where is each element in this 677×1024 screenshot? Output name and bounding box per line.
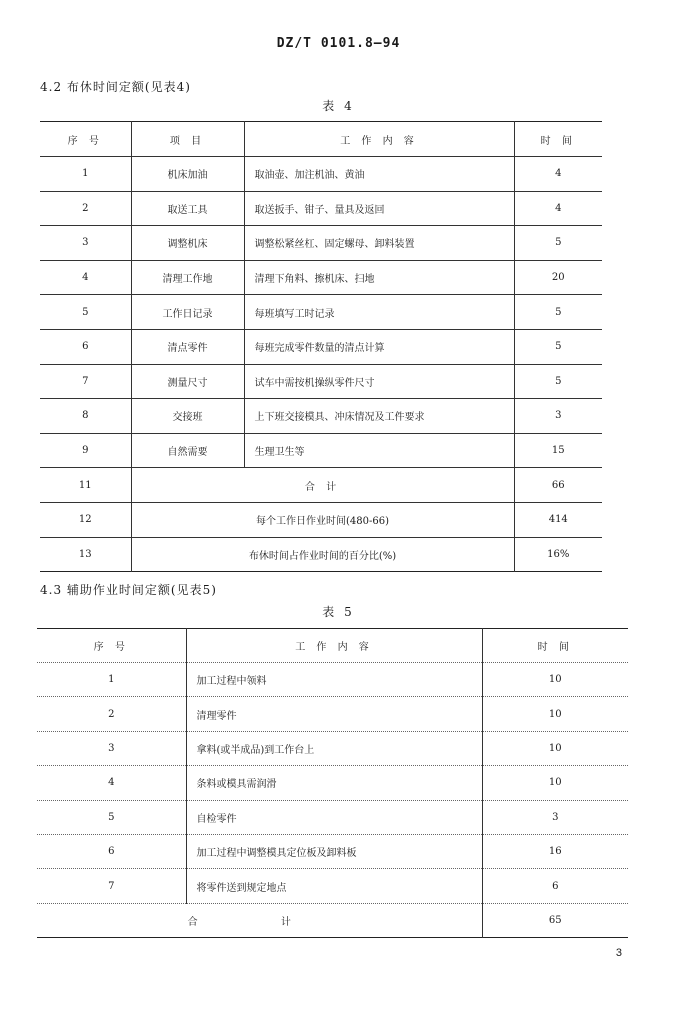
table-row — [37, 869, 628, 903]
summary-label: 合 计 — [131, 468, 514, 503]
row-content: 每班完成零件数量的清点计算 — [244, 329, 514, 364]
table-header-row — [37, 629, 628, 663]
row-time: 66 — [514, 468, 602, 503]
row-time: 3 — [514, 399, 602, 434]
table-row — [37, 663, 628, 697]
row-content: 清理零件 — [186, 697, 482, 731]
row-number: 7 — [37, 869, 186, 903]
table-row — [40, 295, 602, 330]
row-time: 3 — [482, 800, 628, 834]
column-header: 序 号 — [93, 642, 129, 653]
column-header: 工 作 内 容 — [244, 122, 514, 157]
row-item: 机床加油 — [131, 157, 244, 192]
row-number: 6 — [37, 834, 186, 868]
row-number: 6 — [40, 329, 131, 364]
row-time: 5 — [514, 329, 602, 364]
row-time: 10 — [482, 663, 628, 697]
column-header: 工 作 内 容 — [186, 629, 482, 663]
table-4 — [40, 121, 602, 572]
row-time: 414 — [514, 502, 602, 537]
row-time: 16 — [482, 834, 628, 868]
row-content: 清理下角料、擦机床、扫地 — [244, 260, 514, 295]
row-item: 清理工作地 — [131, 260, 244, 295]
table-row — [40, 433, 602, 468]
row-item: 自然需要 — [131, 433, 244, 468]
row-number: 8 — [40, 399, 131, 434]
row-content: 将零件送到规定地点 — [186, 869, 482, 903]
row-content: 上下班交接模具、冲床情况及工件要求 — [244, 399, 514, 434]
row-content: 加工过程中调整模具定位板及卸料板 — [186, 834, 482, 868]
row-number: 4 — [40, 260, 131, 295]
table-row — [37, 766, 628, 800]
row-content: 加工过程中领料 — [186, 663, 482, 697]
row-item: 测量尺寸 — [131, 364, 244, 399]
row-content: 自检零件 — [186, 800, 482, 834]
page-number: 3 — [615, 947, 622, 959]
row-number: 11 — [40, 468, 131, 503]
summary-row-total — [40, 468, 602, 503]
row-number: 5 — [37, 800, 186, 834]
table-5 — [37, 628, 628, 938]
row-content: 条料或模具需润滑 — [186, 766, 482, 800]
table-row — [40, 329, 602, 364]
row-item: 工作日记录 — [131, 295, 244, 330]
row-number: 3 — [37, 731, 186, 765]
summary-label: 合 计 — [37, 903, 482, 937]
section-4-3-title: 4.3 辅助作业时间定额(见表5) — [40, 583, 217, 597]
row-time: 6 — [482, 869, 628, 903]
table-row — [40, 364, 602, 399]
row-time: 20 — [514, 260, 602, 295]
row-number: 9 — [40, 433, 131, 468]
row-content: 每班填写工时记录 — [244, 295, 514, 330]
table-row — [40, 260, 602, 295]
row-content: 取送扳手、钳子、量具及返回 — [244, 191, 514, 226]
row-content: 试车中需按机操纵零件尺寸 — [244, 364, 514, 399]
table-row — [40, 157, 602, 192]
table-row — [37, 731, 628, 765]
row-item: 调整机床 — [131, 226, 244, 261]
row-time: 15 — [514, 433, 602, 468]
row-time: 65 — [482, 903, 628, 937]
row-content: 调整松紧丝杠、固定螺母、卸料装置 — [244, 226, 514, 261]
row-content: 生理卫生等 — [244, 433, 514, 468]
table-row — [37, 697, 628, 731]
row-time: 10 — [482, 766, 628, 800]
row-number: 1 — [37, 663, 186, 697]
table-row — [40, 399, 602, 434]
row-number: 4 — [37, 766, 186, 800]
summary-row-worktime — [40, 502, 602, 537]
row-content: 拿料(或半成品)到工作台上 — [186, 731, 482, 765]
table-4-caption: 表 4 — [322, 99, 355, 113]
row-number: 2 — [37, 697, 186, 731]
table-row — [40, 226, 602, 261]
summary-row-total — [37, 903, 628, 937]
row-item: 取送工具 — [131, 191, 244, 226]
table-row — [40, 191, 602, 226]
table-header-row — [40, 122, 602, 157]
summary-label: 每个工作日作业时间(480-66) — [131, 502, 514, 537]
row-time: 5 — [514, 364, 602, 399]
table-row — [37, 834, 628, 868]
row-number: 7 — [40, 364, 131, 399]
section-4-2-title: 4.2 布休时间定额(见表4) — [40, 80, 191, 94]
summary-row-percentage — [40, 537, 602, 572]
row-time: 5 — [514, 295, 602, 330]
column-header: 时 间 — [514, 122, 602, 157]
column-header: 项 目 — [131, 122, 244, 157]
row-item: 清点零件 — [131, 329, 244, 364]
row-number: 3 — [40, 226, 131, 261]
row-number: 2 — [40, 191, 131, 226]
row-content: 取油壶、加注机油、黄油 — [244, 157, 514, 192]
row-item: 交接班 — [131, 399, 244, 434]
row-time: 5 — [514, 226, 602, 261]
row-time: 4 — [514, 191, 602, 226]
row-time: 4 — [514, 157, 602, 192]
table-row — [37, 800, 628, 834]
column-header: 序 号 — [67, 135, 103, 147]
row-time: 10 — [482, 731, 628, 765]
table-5-caption: 表 5 — [322, 605, 355, 619]
row-number: 5 — [40, 295, 131, 330]
row-number: 1 — [40, 157, 131, 192]
row-time: 16% — [514, 537, 602, 572]
row-number: 13 — [40, 537, 131, 572]
summary-label: 布休时间占作业时间的百分比(%) — [131, 537, 514, 572]
column-header: 时 间 — [482, 629, 628, 663]
row-number: 12 — [40, 502, 131, 537]
row-time: 10 — [482, 697, 628, 731]
standard-number-header: DZ/T 0101.8—94 — [276, 36, 401, 51]
